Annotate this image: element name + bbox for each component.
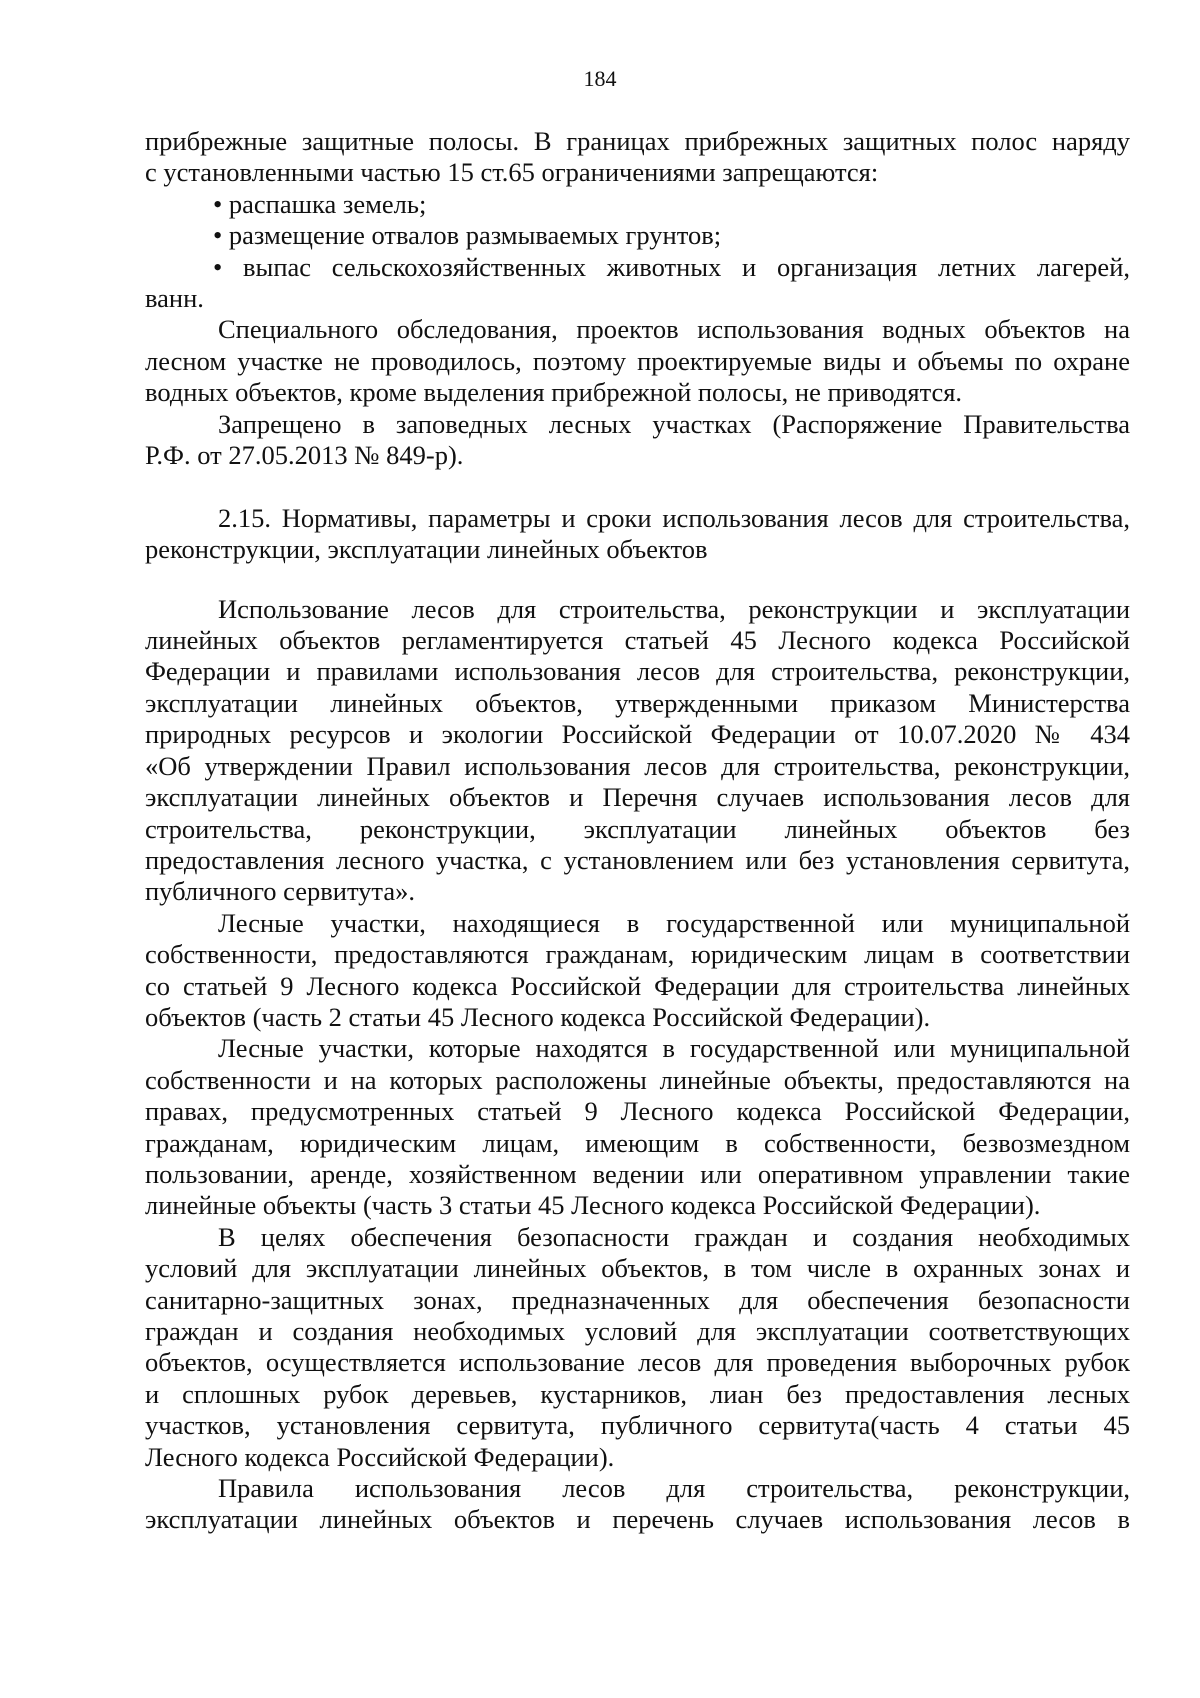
text-line: предоставления лесного участка, с установлением или без установления сервитута, (145, 844, 1130, 875)
section-heading: реконструкции, эксплуатации линейных объектов (145, 534, 708, 565)
text-line: участков, установления сервитута, публичного сервитута(часть 4 статьи 45 (145, 1410, 1130, 1441)
paragraph-first-line: Правила использования лесов для строительства, реконструкции, (218, 1473, 1130, 1504)
text-line: пользовании, аренде, хозяйственном ведении или оперативном управлении такие (145, 1158, 1130, 1189)
bullet-item: • размещение отвалов размываемых грунтов; (213, 220, 722, 251)
text-line: Лесного кодекса Российской Федерации). (145, 1441, 615, 1472)
text-line: собственности, предоставляются гражданам, юридическим лицам в соответствии (145, 939, 1130, 970)
text-line: Р.Ф. от 27.05.2013 № 849-р). (145, 440, 464, 471)
page-number: 184 (583, 66, 617, 91)
paragraph-first-line: Запрещено в заповедных лесных участках (Распоряжение Правительства (218, 408, 1130, 439)
paragraph-first-line: Специального обследования, проектов использования водных объектов на (218, 314, 1130, 345)
text-line: условий для эксплуатации линейных объектов, в том числе в охранных зонах и (145, 1253, 1130, 1284)
blank-line (145, 471, 1130, 502)
text-line: прибрежные защитные полосы. В границах прибрежных защитных полос наряду (145, 126, 1130, 156)
text-line: Федерации и правилами использования лесов для строительства, реконструкции, (145, 656, 1130, 687)
text-line: строительства, реконструкции, эксплуатации линейных объектов без (145, 813, 1130, 844)
paragraph-first-line: Использование лесов для строительства, реконструкции и эксплуатации (218, 593, 1130, 624)
text-line: и сплошных рубок деревьев, кустарников, лиан без предоставления лесных (145, 1378, 1130, 1409)
text-line: объектов (часть 2 статьи 45 Лесного кодекса Российской Федерации). (145, 1001, 931, 1032)
text-line: объектов, осуществляется использование лесов для проведения выборочных рубок (145, 1347, 1130, 1378)
text-line: линейные объекты (часть 3 статьи 45 Лесного кодекса Российской Федерации). (145, 1190, 1041, 1221)
text-line: публичного сервитута». (145, 876, 415, 907)
paragraph-first-line: Лесные участки, которые находятся в государственной или муниципальной (218, 1033, 1130, 1064)
text-line: со статьей 9 Лесного кодекса Российской Федерации для строительства линейных (145, 970, 1130, 1001)
paragraph-first-line: В целях обеспечения безопасности граждан и создания необходимых (218, 1221, 1130, 1252)
section-heading: 2.15. Нормативы, параметры и сроки использования лесов для строительства, (218, 502, 1130, 533)
text-line: с установленными частью 15 ст.65 ограничениями запрещаются: (145, 157, 879, 188)
text-line: собственности и на которых расположены линейные объекты, предоставляются на (145, 1064, 1130, 1095)
text-line: «Об утверждении Правил использования лесов для строительства, реконструкции, (145, 750, 1130, 781)
text-line: ванн. (145, 283, 204, 314)
bullet-item: • выпас сельскохозяйственных животных и организация летних лагерей, (213, 251, 1130, 282)
paragraph-first-line: Лесные участки, находящиеся в государственной или муниципальной (218, 907, 1130, 938)
text-line: санитарно-защитных зонах, предназначенных для обеспечения безопасности (145, 1284, 1130, 1315)
text-line: правах, предусмотренных статьей 9 Лесного кодекса Российской Федерации, (145, 1096, 1130, 1127)
text-line: водных объектов, кроме выделения прибрежной полосы, не приводятся. (145, 377, 963, 408)
text-line: природных ресурсов и экологии Российской Федерации от 10.07.2020 № 434 (145, 719, 1130, 750)
text-line: гражданам, юридическим лицам, имеющим в собственности, безвозмездном (145, 1127, 1130, 1158)
text-line: эксплуатации линейных объектов и Перечня случаев использования лесов для (145, 782, 1130, 813)
document-body (145, 126, 1130, 1536)
text-line: граждан и создания необходимых условий для эксплуатации соответствующих (145, 1316, 1130, 1347)
text-line: эксплуатации линейных объектов, утвержденными приказом Министерства (145, 687, 1130, 718)
blank-line (145, 566, 1130, 594)
bullet-item: • распашка земель; (213, 188, 427, 219)
text-line: эксплуатации линейных объектов и перечень случаев использования лесов в (145, 1504, 1130, 1535)
text-line: линейных объектов регламентируется статьей 45 Лесного кодекса Российской (145, 625, 1130, 656)
text-line: лесном участке не проводилось, поэтому проектируемые виды и объемы по охране (145, 345, 1130, 376)
